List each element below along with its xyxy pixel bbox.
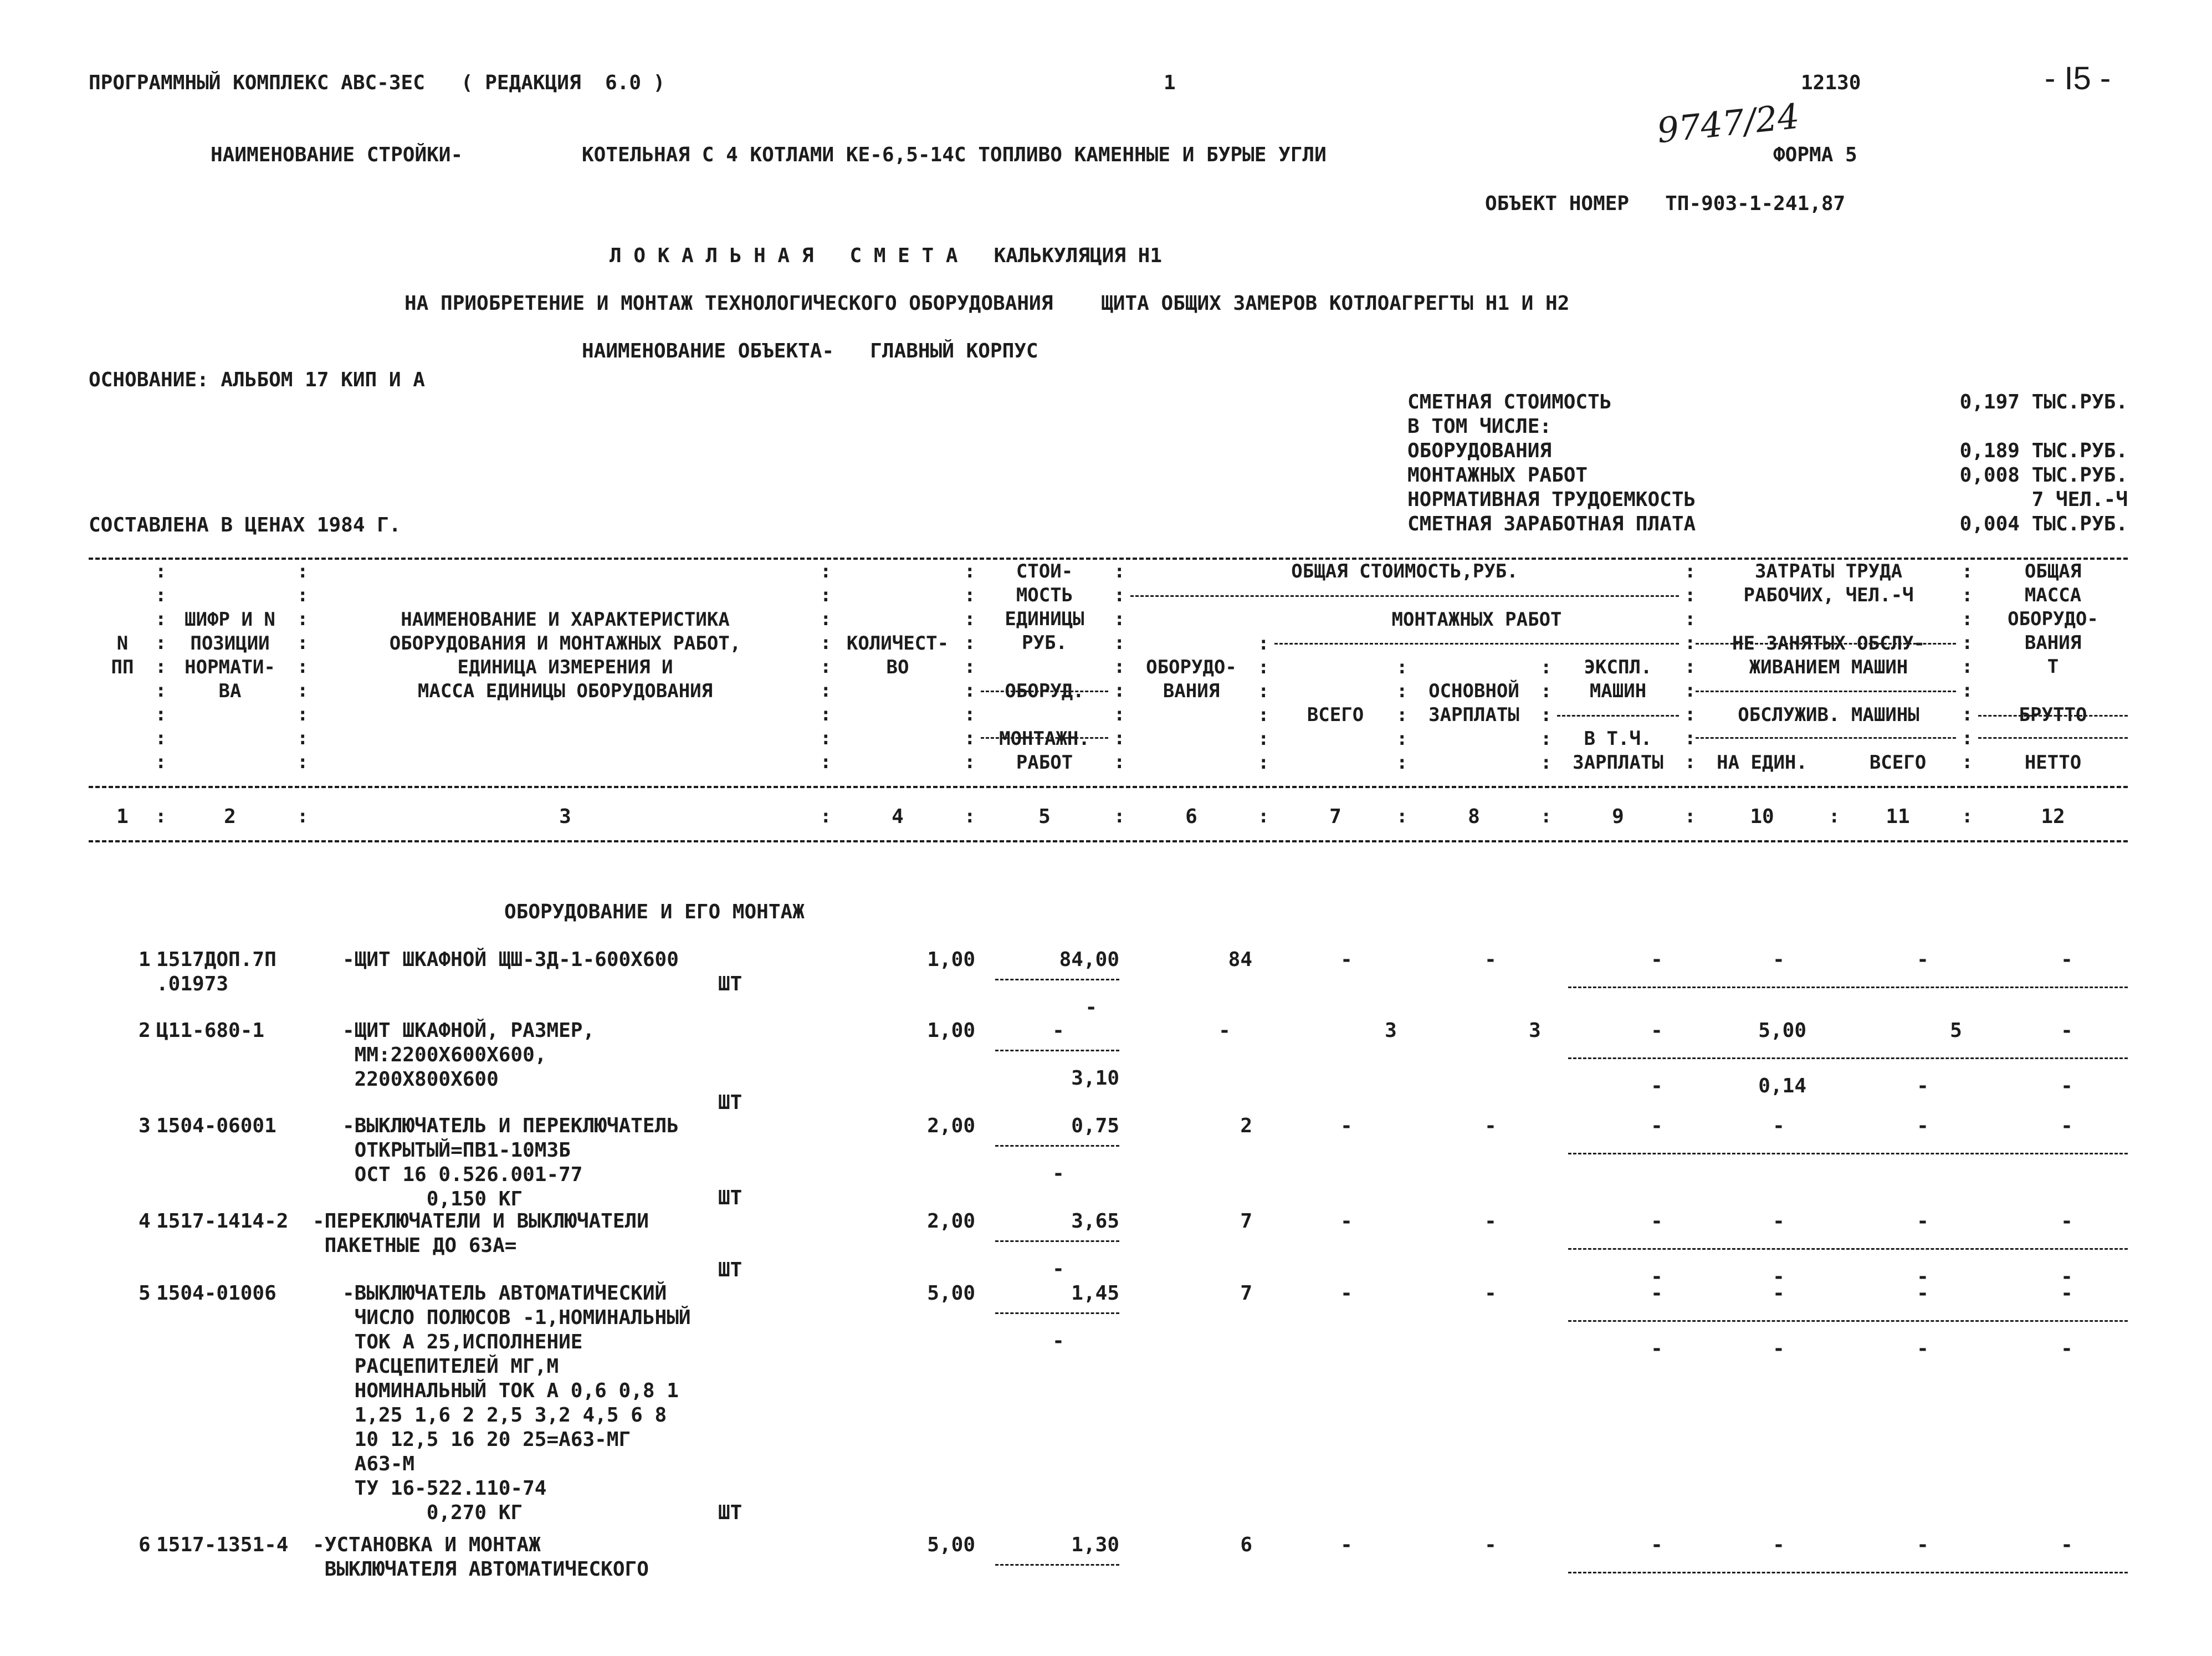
row-quantity: 5,00 <box>927 1534 975 1556</box>
header-col-9-mach: ЭКСПЛ. МАШИН <box>1584 656 1652 702</box>
row-unit-cost: 1,30 <box>1071 1534 1119 1556</box>
row-salary: - <box>1484 1115 1497 1137</box>
row-unit-cost: 3,65 <box>1071 1210 1119 1233</box>
cell-divider <box>1568 1320 2128 1322</box>
col-number: 2 <box>224 805 236 828</box>
header-divider <box>1274 643 1679 645</box>
program-name: ПРОГРАММНЫЙ КОМПЛЕКС АВС-3ЕС ( РЕДАКЦИЯ 6.0 ) <box>89 71 665 94</box>
row-mass-net: - <box>2061 1265 2073 1288</box>
row-labor-total: - <box>1917 1115 1929 1137</box>
prices-note: СОСТАВЛЕНА В ЦЕНАХ 1984 Г. <box>89 514 401 536</box>
col-number: 10 <box>1750 805 1774 828</box>
row-machines-salary: - <box>1651 1265 1663 1288</box>
row-labor-total-machines: - <box>1917 1337 1929 1360</box>
col-sep: : : : : : : : : : <box>1962 560 1973 773</box>
col-sep: : : : : : : : : : <box>964 560 976 773</box>
col-sep: : <box>1684 805 1696 827</box>
col-number: 9 <box>1612 805 1624 828</box>
col-sep: : : : : : : : : : <box>820 560 832 773</box>
row-unit-mount: 3,10 <box>1071 1067 1119 1090</box>
row-unit: ШТ <box>718 1259 743 1281</box>
document-title: Л О К А Л Ь Н А Я С М Е Т А КАЛЬКУЛЯЦИЯ Н1 <box>610 244 1162 267</box>
row-salary: - <box>1484 948 1497 971</box>
row-quantity: 2,00 <box>927 1115 975 1137</box>
cell-divider <box>995 1564 1119 1566</box>
header-col-12-net: НЕТТО <box>2024 752 2082 774</box>
header-divider <box>1978 737 2128 739</box>
cell-divider <box>1568 1057 2128 1059</box>
row-machines: - <box>1651 1019 1663 1042</box>
row-labor-total-machines: - <box>1917 1075 1929 1097</box>
summary-label: В ТОМ ЧИСЛЕ: <box>1407 415 1552 438</box>
header-col-5-mount: МОНТАЖН. РАБОТ <box>999 728 1090 774</box>
row-labor-total: 5 <box>1950 1019 1962 1042</box>
row-code: Ц11-680-1 <box>156 1019 265 1042</box>
col-sep: : : : : : <box>1396 656 1408 774</box>
object-number: ОБЪЕКТ НОМЕР ТП-903-1-241,87 <box>1485 192 1846 215</box>
row-mass: - <box>2061 1282 2073 1305</box>
summary-row <box>1407 415 2128 439</box>
summary-row <box>1407 463 2128 488</box>
row-labor-unit-machines: - <box>1773 1337 1785 1360</box>
header-col-5-equip: ОБОРУД. <box>1005 680 1084 702</box>
header-group-total: ОБЩАЯ СТОИМОСТЬ,РУБ. <box>1291 560 1518 582</box>
cell-divider <box>995 1312 1119 1314</box>
row-labor-unit: 5,00 <box>1758 1019 1806 1042</box>
row-quantity: 2,00 <box>927 1210 975 1233</box>
summary-value: 0,197 ТЫС.РУБ. <box>1959 391 2128 413</box>
col-sep: : <box>1540 805 1552 827</box>
col-number: 4 <box>892 805 904 828</box>
header-group-labor: ЗАТРАТЫ ТРУДА РАБОЧИХ, ЧЕЛ.-Ч <box>1743 560 1914 606</box>
row-machines: - <box>1651 1534 1663 1556</box>
summary-row <box>1407 512 2128 536</box>
row-unit-mount: - <box>1085 996 1097 1019</box>
row-machines-salary: - <box>1651 1337 1663 1360</box>
header-col-10-idle: НЕ ЗАНЯТЫХ ОБСЛУ- ЖИВАНИЕМ МАШИН <box>1732 632 1925 678</box>
header-col-7: ВСЕГО <box>1307 704 1364 726</box>
row-total-mount: - <box>1340 948 1353 971</box>
summary-label: НОРМАТИВНАЯ ТРУДОЕМКОСТЬ <box>1407 488 1696 511</box>
row-unit-cost: 84,00 <box>1059 948 1119 971</box>
object-name: НАИМЕНОВАНИЕ ОБЪЕКТА- ГЛАВНЫЙ КОРПУС <box>582 340 1038 362</box>
header-divider <box>1696 691 1956 692</box>
cell-divider <box>995 1050 1119 1051</box>
header-col-2: ШИФР И N ПОЗИЦИИ НОРМАТИ- ВА <box>185 609 275 702</box>
row-labor-total: - <box>1917 1282 1929 1305</box>
col-sep: : : : : : : : : : <box>1114 560 1125 773</box>
row-description: -ЩИТ ШКАФНОЙ ЩШ-3Д-1-600Х600 <box>342 948 679 971</box>
document-subtitle: НА ПРИОБРЕТЕНИЕ И МОНТАЖ ТЕХНОЛОГИЧЕСКОГО ОБОРУДОВАНИЯ ЩИТА ОБЩИХ ЗАМЕРОВ КОТЛОАГРЕГТЫ Н1 И Н2 <box>404 292 1570 315</box>
row-quantity: 1,00 <box>927 948 975 971</box>
col-sep: : : : : : : : : : <box>1684 560 1696 773</box>
header-col-8: ОСНОВНОЙ ЗАРПЛАТЫ <box>1428 680 1519 726</box>
row-mass: - <box>2061 1210 2073 1233</box>
row-labor-total: - <box>1917 948 1929 971</box>
row-labor-total: - <box>1917 1534 1929 1556</box>
row-code: 1517-1414-2 <box>156 1210 289 1233</box>
row-labor-unit-machines: - <box>1773 1265 1785 1288</box>
document-code: 12130 <box>1801 71 1861 94</box>
row-total-mount: - <box>1340 1534 1353 1556</box>
row-salary: 3 <box>1529 1019 1541 1042</box>
section-title: ОБОРУДОВАНИЕ И ЕГО МОНТАЖ <box>504 901 805 923</box>
col-sep: : <box>964 805 976 827</box>
col-sep: : <box>1829 805 1840 827</box>
col-number: 11 <box>1886 805 1910 828</box>
row-machines: - <box>1651 1210 1663 1233</box>
row-unit: ШТ <box>718 1501 743 1524</box>
row-code: 1517-1351-4 <box>156 1534 289 1556</box>
summary-row <box>1407 439 2128 463</box>
header-bottom-rule <box>89 786 2128 788</box>
row-unit-cost: 1,45 <box>1071 1282 1119 1305</box>
header-col-1: N ПП <box>111 632 134 678</box>
row-number: 4 <box>139 1210 151 1233</box>
cell-divider <box>1568 1572 2128 1573</box>
summary-row <box>1407 488 2128 512</box>
header-col-12-title: ОБЩАЯ МАССА ОБОРУДО- ВАНИЯ Т <box>2008 560 2098 678</box>
cell-divider <box>1568 1153 2128 1154</box>
col-sep: : <box>1962 805 1973 827</box>
header-divider <box>1130 595 1679 597</box>
header-col-6: ОБОРУДО- ВАНИЯ <box>1146 656 1237 702</box>
row-salary: - <box>1484 1210 1497 1233</box>
summary-label: МОНТАЖНЫХ РАБОТ <box>1407 464 1588 487</box>
row-mass: - <box>2061 948 2073 971</box>
summary-value: 0,004 ТЫС.РУБ. <box>1959 513 2128 535</box>
col-sep: : <box>1114 805 1125 827</box>
row-salary: - <box>1484 1534 1497 1556</box>
row-mass: - <box>2061 1534 2073 1556</box>
row-unit: ШТ <box>718 1091 743 1114</box>
col-sep: : : : : : <box>1540 656 1552 774</box>
header-col-12-gross: БРУТТО <box>2019 704 2087 726</box>
row-description: -ВЫКЛЮЧАТЕЛЬ АВТОМАТИЧЕСКИЙ ЧИСЛО ПОЛЮСОВ -1,НОМИНАЛЬНЫЙ ТОК А 25,ИСПОЛНЕНИЕ РАСЦЕПИТЕЛЕЙ МГ,М НОМИНАЛЬНЫЙ ТОК А 0,6 0,8 1 1,25 1,6 2 2,5 3,2 4,5 6 8 10 12,5 16 20 25=А63-МГ А63-М ТУ 16-522.110-74 0,270 КГ <box>342 1282 691 1524</box>
row-labor-unit: - <box>1773 948 1785 971</box>
row-machines: - <box>1651 1282 1663 1305</box>
basis: ОСНОВАНИЕ: АЛЬБОМ 17 КИП И А <box>89 369 425 391</box>
summary-value: 0,008 ТЫС.РУБ. <box>1959 464 2128 487</box>
header-col-11: ВСЕГО <box>1869 752 1927 774</box>
summary-value: 7 ЧЕЛ.-Ч <box>2031 488 2128 511</box>
cell-divider <box>1568 987 2128 988</box>
row-equipment: 2 <box>1240 1115 1252 1137</box>
row-description: -ЩИТ ШКАФНОЙ, РАЗМЕР, МM:2200Х600Х600, 2200Х800Х600 <box>342 1019 595 1091</box>
row-quantity: 5,00 <box>927 1282 975 1305</box>
summary-label: СМЕТНАЯ СТОИМОСТЬ <box>1407 391 1612 413</box>
summary-label: СМЕТНАЯ ЗАРАБОТНАЯ ПЛАТА <box>1407 513 1696 535</box>
col-sep: : <box>297 805 309 827</box>
row-description: -ПЕРЕКЛЮЧАТЕЛИ И ВЫКЛЮЧАТЕЛИ ПАКЕТНЫЕ ДО 63А= <box>313 1210 649 1257</box>
row-number: 1 <box>139 948 151 971</box>
handwritten-note: 9747/24 <box>1655 95 1801 151</box>
cell-divider <box>995 979 1119 980</box>
header-col-3: НАИМЕНОВАНИЕ И ХАРАКТЕРИСТИКА ОБОРУДОВАНИЯ И МОНТАЖНЫХ РАБОТ, ЕДИНИЦА ИЗМЕРЕНИЯ И МАССА ЕДИНИЦЫ ОБОРУДОВАНИЯ <box>389 609 741 702</box>
row-mass-net: - <box>2061 1337 2073 1360</box>
row-number: 3 <box>139 1115 151 1137</box>
col-number: 8 <box>1468 805 1480 828</box>
cell-divider <box>1568 1248 2128 1250</box>
row-description: -УСТАНОВКА И МОНТАЖ ВЫКЛЮЧАТЕЛЯ АВТОМАТИЧЕСКОГО <box>313 1534 649 1581</box>
row-description: -ВЫКЛЮЧАТЕЛЬ И ПЕРЕКЛЮЧАТЕЛЬ ОТКРЫТЫЙ=ПВ1-10М3Б ОСТ 16 0.526.001-77 0,150 КГ <box>342 1115 679 1210</box>
header-col-9-salary: В Т.Ч. ЗАРПЛАТЫ <box>1573 728 1663 774</box>
row-labor-total: - <box>1917 1210 1929 1233</box>
row-equipment: 7 <box>1240 1282 1252 1305</box>
row-mass: - <box>2061 1019 2073 1042</box>
row-mass: - <box>2061 1115 2073 1137</box>
col-sep: : : : : : : : : : <box>155 560 167 773</box>
row-equipment: 84 <box>1228 948 1252 971</box>
row-labor-unit: - <box>1773 1210 1785 1233</box>
numbers-bottom-rule <box>89 840 2128 842</box>
header-col-10: НА ЕДИН. <box>1717 752 1808 774</box>
cell-divider <box>995 1240 1119 1242</box>
row-unit: ШТ <box>718 973 743 995</box>
row-labor-unit-machines: 0,14 <box>1758 1075 1806 1097</box>
row-total-mount: - <box>1340 1210 1353 1233</box>
row-labor-unit: - <box>1773 1534 1785 1556</box>
row-total-mount: 3 <box>1385 1019 1397 1042</box>
row-unit-mount: - <box>1052 1330 1064 1352</box>
header-divider <box>1696 737 1956 739</box>
page-number: - I5 - <box>2045 60 2111 96</box>
row-salary: - <box>1484 1282 1497 1305</box>
header-divider <box>1557 715 1679 717</box>
col-number: 7 <box>1329 805 1341 828</box>
row-total-mount: - <box>1340 1282 1353 1305</box>
construction-label: НАИМЕНОВАНИЕ СТРОЙКИ- <box>211 144 463 166</box>
row-labor-total-machines: - <box>1917 1265 1929 1288</box>
col-number: 6 <box>1185 805 1197 828</box>
col-number: 1 <box>116 805 129 828</box>
row-unit: ШТ <box>718 1187 743 1209</box>
header-col-4: КОЛИЧЕСТ- ВО <box>846 632 949 678</box>
row-total-mount: - <box>1340 1115 1353 1137</box>
row-code: 1504-01006 <box>156 1282 276 1305</box>
row-code: 1517ДОП.7П <box>156 948 276 971</box>
row-code: 1504-06001 <box>156 1115 276 1137</box>
col-sep: : <box>820 805 832 827</box>
construction-name: КОТЕЛЬНАЯ С 4 КОТЛАМИ КЕ-6,5-14С ТОПЛИВО КАМЕННЫЕ И БУРЫЕ УГЛИ <box>582 144 1327 166</box>
col-sep: : <box>1396 805 1408 827</box>
row-mass-net: - <box>2061 1075 2073 1097</box>
summary-block <box>1407 390 2128 536</box>
row-equipment: 7 <box>1240 1210 1252 1233</box>
form-label: ФОРМА 5 <box>1773 144 1857 166</box>
col-sep: : <box>155 805 167 827</box>
col-sep: : <box>1258 805 1269 827</box>
col-number: 5 <box>1038 805 1051 828</box>
row-code-extra: .01973 <box>156 973 229 995</box>
cell-divider <box>995 1145 1119 1147</box>
col-sep: : : : : : : <box>1258 632 1269 774</box>
row-machines: - <box>1651 1115 1663 1137</box>
header-col-10-service: ОБСЛУЖИВ. МАШИНЫ <box>1738 704 1919 726</box>
summary-value: 0,189 ТЫС.РУБ. <box>1959 439 2128 462</box>
row-labor-unit: - <box>1773 1282 1785 1305</box>
summary-label: ОБОРУДОВАНИЯ <box>1407 439 1552 462</box>
row-unit-mount: - <box>1052 1162 1064 1185</box>
row-machines-salary: - <box>1651 1075 1663 1097</box>
row-number: 2 <box>139 1019 151 1042</box>
summary-row <box>1407 390 2128 415</box>
row-labor-unit: - <box>1773 1115 1785 1137</box>
row-unit-cost: - <box>1052 1019 1064 1042</box>
row-equipment: 6 <box>1240 1534 1252 1556</box>
row-quantity: 1,00 <box>927 1019 975 1042</box>
row-number: 5 <box>139 1282 151 1305</box>
row-machines: - <box>1651 948 1663 971</box>
header-group-mount: МОНТАЖНЫХ РАБОТ <box>1391 609 1562 631</box>
row-number: 6 <box>139 1534 151 1556</box>
col-number: 3 <box>559 805 571 828</box>
row-unit-mount: - <box>1052 1258 1064 1280</box>
sheet-number: 1 <box>1164 71 1176 94</box>
col-sep: : : : : : : : : : <box>297 560 309 773</box>
header-col-5-title: СТОИ- МОСТЬ ЕДИНИЦЫ РУБ. <box>1005 560 1084 654</box>
col-number: 12 <box>2041 805 2065 828</box>
row-equipment: - <box>1218 1019 1231 1042</box>
row-unit-cost: 0,75 <box>1071 1115 1119 1137</box>
